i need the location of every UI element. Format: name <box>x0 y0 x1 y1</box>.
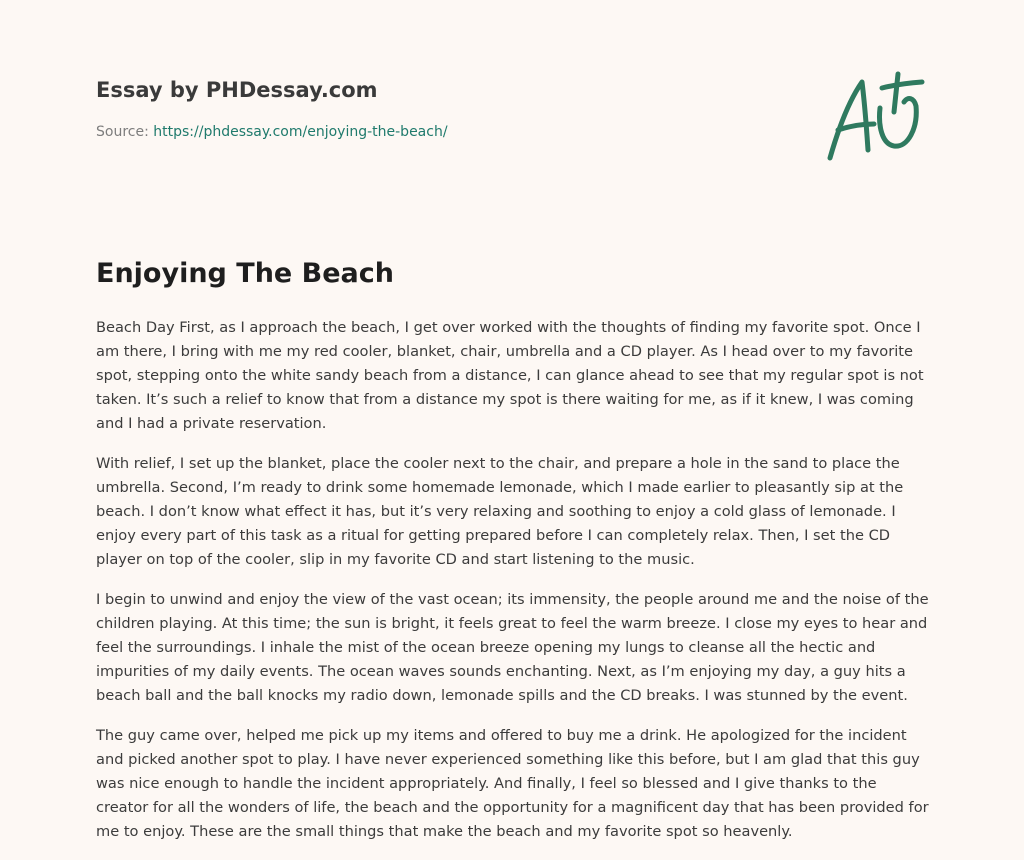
site-title: Essay by PHDessay.com <box>96 78 378 102</box>
essay-paragraph: The guy came over, helped me pick up my items and offered to buy me a drink. He apologized for the incident and picked another spot to play. I have never experienced something like this before, but I am glad that this guy was nice enough to handle the incident appropriately. And finally, I feel so blessed and I give thanks to the creator for all the wonders of life, the beach and the opportunity for a magnificent day that has been provided for me to enjoy. These are the small things that make the beach and my favorite spot so heavenly. <box>96 727 929 840</box>
document-header <box>96 76 696 142</box>
essay-paragraph: I begin to unwind and enjoy the view of the vast ocean; its immensity, the people around me and the noise of the children playing. At this time; the sun is bright, it feels great to feel the warm breeze. I close my eyes to hear and feel the surroundings. I inhale the mist of the ocean breeze opening my lungs to cleanse all the hectic and impurities of my daily events. The ocean waves sounds enchanting. Next, as I’m enjoying my day, a guy hits a beach ball and the ball knocks my radio down, lemonade spills and the CD breaks. I was stunned by the event. <box>96 591 929 704</box>
source-line <box>96 122 696 142</box>
essay-paragraph: With relief, I set up the blanket, place the cooler next to the chair, and prepare a hole in the sand to place the umbrella. Second, I’m ready to drink some homemade lemonade, which I made earlier to pleasantly sip at the beach. I don’t know what effect it has, but it’s very relaxing and soothing to enjoy a cold glass of lemonade. I enjoy every part of this task as a ritual for getting prepared before I can completely relax. Then, I set the CD player on top of the cooler, slip in my favorite CD and start listening to the music. <box>96 455 904 568</box>
a-plus-grade-icon <box>822 68 926 164</box>
a-plus-logo-graphic <box>822 68 926 164</box>
essay-paragraph: Beach Day First, as I approach the beach, I get over worked with the thoughts of finding my favorite spot. Once I am there, I bring with me my red cooler, blanket, chair, umbrella and a CD player. As I head over to my favorite spot, stepping onto the white sandy beach from a distance, I can glance ahead to see that my regular spot is not taken. It’s such a relief to know that from a distance my spot is there waiting for me, as if it knew, I was coming and I had a private reservation. <box>96 319 924 432</box>
essay-title: Enjoying The Beach <box>96 258 394 289</box>
source-link[interactable]: https://phdessay.com/enjoying-the-beach/ <box>153 124 448 140</box>
source-label: Source: <box>96 124 149 140</box>
essay-body <box>96 316 930 860</box>
